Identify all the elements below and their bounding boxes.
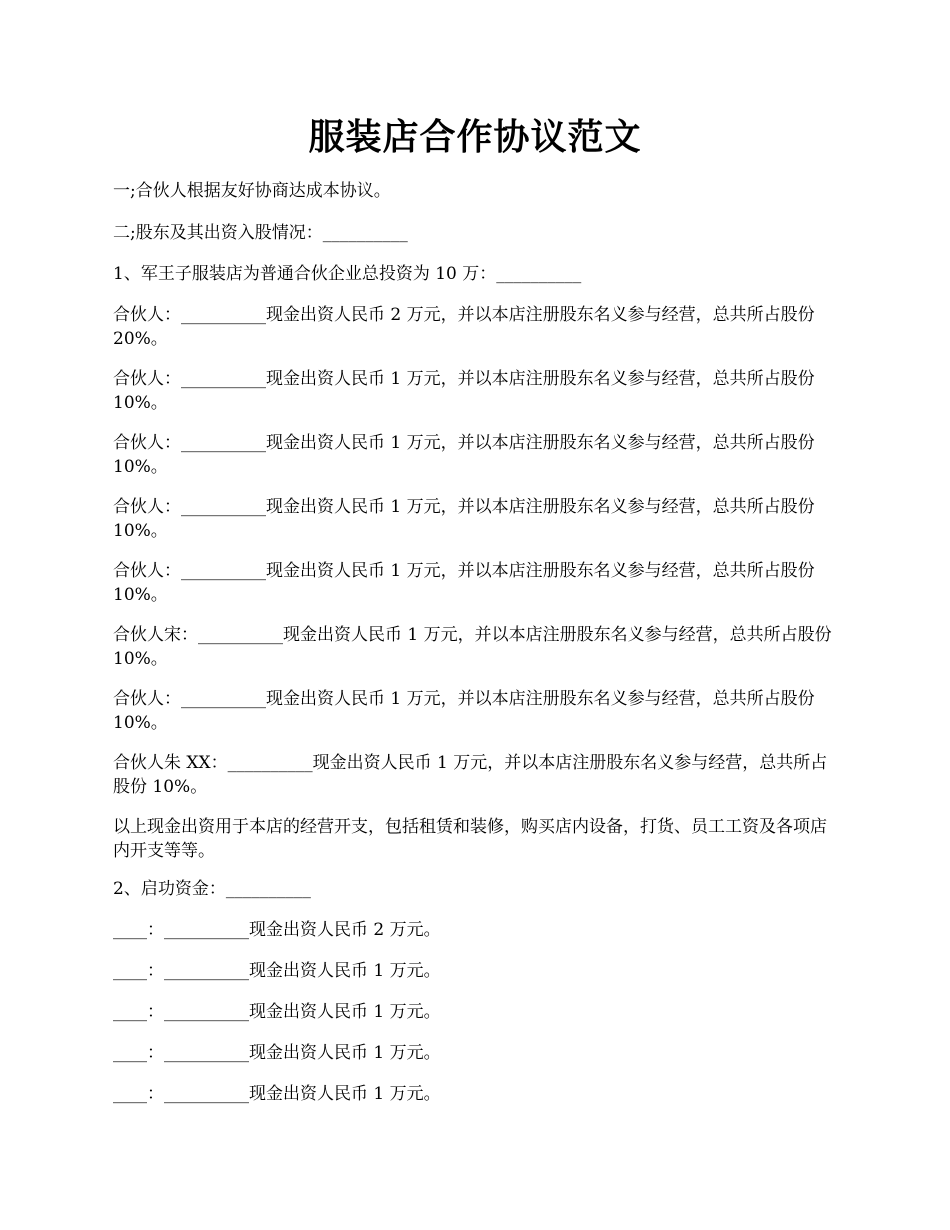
paragraph-partner-6: 合伙人：__________现金出资人民币 1 万元，并以本店注册股东名义参与经营，总共所占股份 10%。 xyxy=(113,689,815,733)
paragraph-fund-5: ____：__________现金出资人民币 1 万元。 xyxy=(113,1084,441,1104)
paragraph-usage: 以上现金出资用于本店的经营开支，包括租赁和装修，购买店内设备，打货、员工工资及各项店内开支等等。 xyxy=(113,817,827,861)
paragraph-partner-2: 合伙人：__________现金出资人民币 1 万元，并以本店注册股东名义参与经营，总共所占股份 10%。 xyxy=(113,369,815,413)
paragraph-fund-4: ____：__________现金出资人民币 1 万元。 xyxy=(113,1043,441,1063)
paragraph-fund-2: ____：__________现金出资人民币 1 万元。 xyxy=(113,961,441,981)
paragraph-partner-4: 合伙人：__________现金出资人民币 1 万元，并以本店注册股东名义参与经营，总共所占股份 10%。 xyxy=(113,497,815,541)
paragraph-partner-5: 合伙人：__________现金出资人民币 1 万元，并以本店注册股东名义参与经营，总共所占股份 10%。 xyxy=(113,561,815,605)
document-title: 服装店合作协议范文 xyxy=(308,116,642,158)
paragraph-intro: 一;合伙人根据友好协商达成本协议。 xyxy=(113,181,391,201)
paragraph-startup-funds: 2、启功资金：__________ xyxy=(113,879,311,899)
paragraph-fund-1: ____：__________现金出资人民币 2 万元。 xyxy=(113,920,441,940)
paragraph-partner-song: 合伙人宋：__________现金出资人民币 1 万元，并以本店注册股东名义参与经营，总共所占股份 10%。 xyxy=(113,625,832,669)
paragraph-partner-3: 合伙人：__________现金出资人民币 1 万元，并以本店注册股东名义参与经营，总共所占股份 10%。 xyxy=(113,433,815,477)
paragraph-partner-1: 合伙人：__________现金出资人民币 2 万元，并以本店注册股东名义参与经营，总共所占股份 20%。 xyxy=(113,305,815,349)
paragraph-partner-zhu: 合伙人朱 XX：__________现金出资人民币 1 万元，并以本店注册股东名义参与经营，总共所占股份 10%。 xyxy=(113,753,828,797)
paragraph-fund-3: ____：__________现金出资人民币 1 万元。 xyxy=(113,1002,441,1022)
paragraph-shareholders: 二;股东及其出资入股情况：__________ xyxy=(113,223,408,243)
paragraph-total-investment: 1、军王子服装店为普通合伙企业总投资为 10 万：__________ xyxy=(113,264,582,284)
